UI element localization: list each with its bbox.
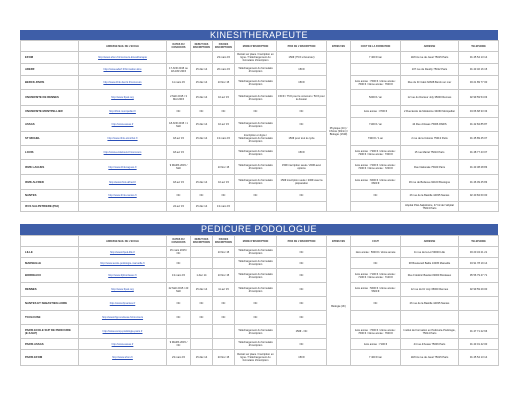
registration-mode: Téléchargement du formulaire d'inscription — [235, 269, 277, 283]
registration-start — [191, 146, 213, 160]
registration-mode: Téléchargement du formulaire d'inscription — [235, 339, 277, 350]
address: Hôpital Pitié-Salpêtrière, 47 bd de l'Hôpital 75013 Paris — [401, 202, 459, 212]
column-header: TELEPHONE — [459, 41, 499, 52]
registration-start: 15 déc 14 — [191, 283, 213, 297]
training-cost: NC — [351, 258, 401, 269]
school-link[interactable]: http://www.ecolelouis.fr/concours — [79, 146, 167, 160]
registration-mode: Téléchargement du formulaire d'inscription — [235, 325, 277, 339]
column-header: FIN DES INSCRIPTIONS — [213, 41, 235, 52]
school-link[interactable]: http://www.aderf.fr/formation-kine — [79, 64, 167, 76]
school-link[interactable]: http://www.ifpbordeaux.fr — [79, 269, 167, 283]
registration-mode: NC — [235, 311, 277, 325]
school-name: ADERF — [21, 64, 79, 76]
exam-subjects: Biologie (3h) — [327, 247, 351, 366]
exam-date: 15 mars 2015 / NC — [167, 247, 191, 258]
address: 2 Rue Ecole de Médecine 34060 Montpellier — [401, 106, 459, 118]
school-name: PARIS ASSAS — [21, 339, 79, 350]
registration-start — [191, 325, 213, 339]
registration-fee: 150 € / 75 € pour le concours / 50 € pour le dossier — [277, 90, 327, 106]
column-header — [21, 41, 79, 52]
registration-start: 15 déc 14 — [191, 64, 213, 76]
table-row — [21, 146, 499, 160]
school-link[interactable]: http://www.ifpp-toulouse.fr/concours — [79, 311, 167, 325]
column-header: PRIX DE L'INSCRIPTION — [277, 41, 327, 52]
registration-end: 10 avr 15 — [213, 90, 235, 106]
table-row — [21, 247, 499, 258]
registration-end: 13 févr 15 — [213, 76, 235, 90]
column-header: DEBUT DES INSCRIPTIONS — [191, 41, 213, 52]
table-row — [21, 269, 499, 283]
registration-end: NC — [213, 190, 235, 202]
table-row — [21, 175, 499, 190]
registration-start: NC — [191, 106, 213, 118]
school-name: RENNES — [21, 283, 79, 297]
phone — [459, 202, 499, 212]
registration-start: NC — [191, 190, 213, 202]
exam-date: 18 avr 15 — [167, 175, 191, 190]
school-name: IFCS SALPETRIERE (PHI) — [21, 202, 79, 212]
training-cost: 1ère année : 7300 € / 2ème année : 7300 € / 3ème année : 7300 € — [351, 146, 401, 160]
registration-fee: NC — [277, 258, 327, 269]
exam-date: 9 MARS 2015 / NC — [167, 339, 191, 350]
training-cost: 1ère année : 7100 € / 2ème année : 7100 € / 3ème année : 7100 € — [351, 269, 401, 283]
registration-fee: NC — [277, 190, 327, 202]
registration-start — [191, 52, 213, 64]
school-link[interactable]: http://www.ifmk-nantes.fr — [79, 190, 167, 202]
registration-fee: 150 € — [277, 146, 327, 160]
address: Rue du Dr Calot 62608 Berck sur mer — [401, 76, 459, 90]
school-name: UNIVERSITE DE RENNES — [21, 90, 79, 106]
table-row — [21, 106, 499, 118]
school-name: BERCK-PARIS — [21, 76, 79, 90]
school-name: MARSEILLE — [21, 258, 79, 269]
address: 36 rue de Bellevue 92100 Boulogne — [401, 175, 459, 190]
exam-subjects: Physique (1h) / Chimie (30min) / Biologie (1h30) — [327, 52, 351, 212]
school-name: IFMK LAGUES — [21, 160, 79, 175]
column-header: ADRESSE — [401, 236, 459, 247]
table-row — [21, 283, 499, 297]
kine-table — [20, 40, 499, 212]
address: 26 rue de la Bastille 44035 Nantes — [401, 190, 459, 202]
registration-fee: NC — [277, 311, 327, 325]
training-cost — [351, 311, 401, 325]
school-link[interactable]: http://www.ifmk-stmichel.fr — [79, 132, 167, 146]
training-cost: 5200 € / an — [351, 90, 401, 106]
exam-date: NC — [167, 190, 191, 202]
school-name: LOUIS — [21, 146, 79, 160]
registration-end: 13 mars 15 — [213, 202, 235, 212]
column-header: TELEPHONE — [459, 236, 499, 247]
school-name: ST MICHEL — [21, 132, 79, 146]
training-cost — [351, 64, 401, 76]
school-link[interactable]: http://www.ifmk-lagues.fr — [79, 160, 167, 175]
school-link[interactable]: http://www.ifmk-berck.fr/concours — [79, 76, 167, 90]
registration-end: NC — [213, 311, 235, 325]
registration-start: NC — [191, 311, 213, 325]
school-link[interactable]: http://www.ifpek.org — [79, 283, 167, 297]
exam-date: NC — [167, 106, 191, 118]
table-row — [21, 160, 499, 175]
school-link[interactable]: http://www.ifpek-lille.fr — [79, 247, 167, 258]
table-row — [21, 64, 499, 76]
address: 44 Rue d'Assas 75006 PARIS — [401, 118, 459, 132]
registration-mode: Téléchargement du formulaire d'inscription — [235, 118, 277, 132]
address: 15 rue Martel 75010 Paris — [401, 146, 459, 160]
registration-end: 23 févr 15 — [213, 350, 235, 366]
registration-end: 10 avr 15 — [213, 175, 235, 190]
table-row — [21, 132, 499, 146]
school-name: NANTES ET SEBASTIEN-LOIRE — [21, 297, 79, 311]
table-row — [21, 190, 499, 202]
registration-start: 1 déc 14 — [191, 269, 213, 283]
column-header: DEBUT DES INSCRIPTIONS — [191, 236, 213, 247]
column-header: EPREUVES — [327, 41, 351, 52]
exam-date: 13 mars 15 — [167, 269, 191, 283]
registration-fee: 150€ (75 € si boursier) — [277, 52, 327, 64]
exam-date: 22 MAI 2015 / 23 MAI — [167, 283, 191, 297]
registration-mode: Retrait sur place / Inscription en ligne / Téléchargement du formulaire d'inscription — [235, 52, 277, 64]
registration-end: 13 févr 15 — [213, 247, 235, 258]
registration-mode: Téléchargement du formulaire d'inscription — [235, 283, 277, 297]
column-header: MODE D'INSCRIPTION — [235, 236, 277, 247]
registration-fee: NC — [277, 297, 327, 311]
training-cost: NC — [351, 190, 401, 202]
registration-end: 23 mars 15 — [213, 52, 235, 64]
address: 12 rue du Docteur Joly 35000 Rennes — [401, 90, 459, 106]
table-row — [21, 118, 499, 132]
phone: 04 91 78 19 14 — [459, 258, 499, 269]
phone — [459, 311, 499, 325]
exam-date: NC — [167, 311, 191, 325]
training-cost: 1ère année : 5600 € / 2ème année : 5600 € — [351, 283, 401, 297]
address: Rue Frédéric Bastiat 33000 Bordeaux — [401, 269, 459, 283]
column-header: PRIX DE L'INSCRIPTION — [277, 236, 327, 247]
registration-mode: Inscription en ligne / Téléchargement du formulaire d'inscription — [235, 132, 277, 146]
school-link[interactable]: http://www.efom.fr — [79, 350, 167, 366]
address: 44 rue d'Assas 75006 Paris — [401, 339, 459, 350]
school-link[interactable]: http://www.esmp-podologie-paris.fr — [79, 325, 167, 339]
table-row — [21, 258, 499, 269]
registration-mode: NC — [235, 190, 277, 202]
registration-end: 13 févr 15 — [213, 269, 235, 283]
phone: 02 99 59 29 00 — [459, 283, 499, 297]
column-header: ADRESSE MAIL DE L'ECOLE — [79, 41, 167, 52]
registration-fee: 150€ - NC — [277, 325, 327, 339]
exam-date: 18 avr 15 — [167, 146, 191, 160]
school-name: EFOM — [21, 52, 79, 64]
address: Institut de Formation en Pédicurie-Podologie, 75014 Paris — [401, 325, 459, 339]
registration-mode: NC — [235, 106, 277, 118]
exam-date: 2 MAI 2015 / 3 MAI 2015 — [167, 90, 191, 106]
school-name: IFMK ALFRED — [21, 175, 79, 190]
registration-fee: 150 € — [277, 76, 327, 90]
section-title-kine: KINESITHERAPEUTE — [20, 30, 498, 40]
registration-fee: NC — [277, 283, 327, 297]
training-cost: 1ère année : 7200 € / 2ème année : 7200 € / 3ème année : 7200 € — [351, 160, 401, 175]
registration-mode: Téléchargement du formulaire d'inscription — [235, 258, 277, 269]
training-cost — [351, 202, 401, 212]
registration-mode: NC — [235, 297, 277, 311]
table-row — [21, 311, 499, 325]
registration-start — [191, 247, 213, 258]
pedi-table — [20, 235, 499, 366]
training-cost: 7100 € / an — [351, 118, 401, 132]
phone: 05 56 79 47 71 — [459, 269, 499, 283]
registration-start: 15 déc 14 — [191, 76, 213, 90]
table-row — [21, 52, 499, 64]
registration-start: 15 déc 14 — [191, 132, 213, 146]
school-name: ASSAS — [21, 118, 79, 132]
phone: 03 21 89 77 00 — [459, 76, 499, 90]
school-link[interactable]: http://www.assas.fr — [79, 118, 167, 132]
phone: 01 45 54 13 14 — [459, 52, 499, 64]
exam-date: 18 AVR 2015 / 1 MAI — [167, 118, 191, 132]
registration-start: NC — [191, 297, 213, 311]
exam-date: NC — [167, 297, 191, 311]
exam-date: 17 AVR 2015 ou 18 AVR 2015 — [167, 64, 191, 76]
registration-end: NC — [213, 297, 235, 311]
training-cost: 7 400 € /an — [351, 350, 401, 366]
header-row — [21, 236, 499, 247]
phone: 01 45 54 13 14 — [459, 350, 499, 366]
exam-date: 24 avr 15 — [167, 202, 191, 212]
registration-end: NC — [213, 106, 235, 118]
registration-mode: Téléchargement du formulaire d'inscription — [235, 247, 277, 258]
column-header: COUT DE LA FORMATION — [351, 41, 401, 52]
registration-start: 15 déc 14 — [191, 118, 213, 132]
training-cost: 1ère année : 7100 € — [351, 339, 401, 350]
phone: 04 66 68 33 33 — [459, 106, 499, 118]
column-header: MODE D'INSCRIPTION — [235, 41, 277, 52]
registration-mode: Téléchargement du formulaire d'inscription — [235, 175, 277, 190]
address: 107 rue de Reuilly 75012 Paris — [401, 64, 459, 76]
registration-start: 15 déc 14 — [191, 202, 213, 212]
school-name: NANTES — [21, 190, 79, 202]
registration-end: 10 avr 15 — [213, 118, 235, 132]
training-cost: 1ère année : 3700 € — [351, 106, 401, 118]
exam-date — [167, 325, 191, 339]
registration-mode: Téléchargement du formulaire d'inscription — [235, 90, 277, 106]
address: 11 rue de la Loi 59000 Lille — [401, 247, 459, 258]
phone — [459, 297, 499, 311]
registration-fee: NC — [277, 339, 327, 350]
address: 2 rue de la Colonie 75013 Paris — [401, 132, 459, 146]
training-cost: 1ère année : 7600 € / 2ème année : 7600 € / 3ème année : 7600 € — [351, 76, 401, 90]
registration-end: 20 mars 15 — [213, 64, 235, 76]
phone: 01 46 09 45 83 — [459, 175, 499, 190]
registration-start: 15 déc 14 — [191, 175, 213, 190]
table-row — [21, 297, 499, 311]
phone: 01 43 38 28 83 — [459, 160, 499, 175]
registration-start: 15 déc 14 — [191, 90, 213, 106]
registration-fee: NC — [277, 118, 327, 132]
table-row — [21, 339, 499, 350]
registration-fee: 150 € — [277, 350, 327, 366]
column-header: COUT — [351, 236, 401, 247]
registration-fee — [277, 202, 327, 212]
phone: 01 43 46 16 15 — [459, 64, 499, 76]
training-cost: 7 400 € /an — [351, 52, 401, 64]
phone: 01 43 01 42 00 — [459, 339, 499, 350]
training-cost: 1ère année : 5600 € / 2ème année — [351, 247, 401, 258]
column-header — [21, 236, 79, 247]
registration-fee: 150 € — [277, 64, 327, 76]
table-row — [21, 76, 499, 90]
exam-date — [167, 52, 191, 64]
school-name: PARIS EFOM — [21, 350, 79, 366]
registration-end: 11 avr 15 — [213, 283, 235, 297]
table-row — [21, 202, 499, 212]
registration-end: 13 mars 15 — [213, 132, 235, 146]
address: 26 rue de la Bastille 44035 Nantes — [401, 297, 459, 311]
registration-fee: NC — [277, 106, 327, 118]
registration-start — [191, 339, 213, 350]
school-name: LILLE — [21, 247, 79, 258]
table-row — [21, 350, 499, 366]
school-name: TOULOUSE — [21, 311, 79, 325]
address: 12 rue du Dr Joly 35000 Rennes — [401, 283, 459, 297]
address: Rue Nationale 75020 Paris — [401, 160, 459, 175]
address: 118 bis rue de Javel 75015 Paris — [401, 52, 459, 64]
registration-end — [213, 258, 235, 269]
training-cost: 7300 € / 1 an — [351, 132, 401, 146]
registration-fee: NC — [277, 269, 327, 283]
table-row — [21, 90, 499, 106]
school-link[interactable] — [79, 202, 167, 212]
phone: 02 40 84 60 00 — [459, 190, 499, 202]
registration-mode: Téléchargement du formulaire d'inscription — [235, 76, 277, 90]
registration-fee: 150€ pour tout le cycle — [277, 132, 327, 146]
exam-date: NC — [167, 258, 191, 269]
school-name: PARIS ECOLE SUP DE PEDICURIE (E.S.M.P) — [21, 325, 79, 339]
column-header: DATES DU CONCOURS — [167, 41, 191, 52]
registration-end — [213, 339, 235, 350]
registration-start: 15 déc 14 — [191, 350, 213, 366]
school-link[interactable]: http://www.efom.fr/concours-kinesitherapie — [79, 52, 167, 64]
phone: 03 20 34 21 21 — [459, 247, 499, 258]
school-name: BORDEAUX — [21, 269, 79, 283]
school-link[interactable]: http://www.assas.fr — [79, 339, 167, 350]
registration-start — [191, 258, 213, 269]
school-link[interactable]: http://www.ifpek.org — [79, 90, 167, 106]
phone: 01 48 77 43 07 — [459, 146, 499, 160]
registration-mode: Retrait sur place / Inscription en ligne / Téléchargement du formulaire d'inscription — [235, 350, 277, 366]
exam-date: 23 mars 15 — [167, 350, 191, 366]
address — [401, 311, 459, 325]
phone: 02 99 59 54 03 — [459, 90, 499, 106]
training-cost: NC — [351, 297, 401, 311]
phone: 01 47 71 22 66 — [459, 325, 499, 339]
registration-mode — [235, 202, 277, 212]
registration-end — [213, 146, 235, 160]
registration-end: 13 févr 15 — [213, 160, 235, 175]
column-header: FIN DES INSCRIPTIONS — [213, 236, 235, 247]
registration-start — [191, 160, 213, 175]
phone: 01 42 84 85 87 — [459, 118, 499, 132]
address: 118 bis rue de Javel 75015 Paris — [401, 350, 459, 366]
registration-fee: NC — [277, 247, 327, 258]
section-title-pedi: PEDICURE PODOLOGUE — [20, 224, 498, 235]
registration-end — [213, 325, 235, 339]
registration-fee: 150€ inscription seule / 200€ avec options — [277, 160, 327, 175]
table-row — [21, 325, 499, 339]
column-header: ADRESSE — [401, 41, 459, 52]
exam-date: 9 MARS 2015 / MAI — [167, 160, 191, 175]
column-header: EPREUVES — [327, 236, 351, 247]
address: 38 Boulevard Baille 13005 Marseille — [401, 258, 459, 269]
column-header: DATES DU CONCOURS — [167, 236, 191, 247]
training-cost: 1ère année : 7600 € / 2ème année : 7600 € / 3ème année : 7600 € — [351, 325, 401, 339]
training-cost: 1ère année : 6600 € / 2ème année : 6600 € — [351, 175, 401, 190]
school-link[interactable]: http://www.ifpnantes.fr — [79, 297, 167, 311]
header-row — [21, 41, 499, 52]
phone: 01 45 89 45 07 — [459, 132, 499, 146]
registration-mode: Téléchargement du formulaire d'inscription — [235, 160, 277, 175]
column-header: ADRESSE MAIL DE L'ECOLE — [79, 236, 167, 247]
school-link[interactable]: http://ifmk.montpellier.fr — [79, 106, 167, 118]
school-link[interactable]: http://www.ifmk-alfred.fr — [79, 175, 167, 190]
registration-mode: Téléchargement du formulaire d'inscription — [235, 64, 277, 76]
exam-date: 11 mars 15 — [167, 76, 191, 90]
registration-mode: Téléchargement du formulaire d'inscription — [235, 146, 277, 160]
school-name: UNIVERSITE MONTPELLIER — [21, 106, 79, 118]
registration-fee: 150€ inscription seule / 200€ avec la préparation — [277, 175, 327, 190]
school-link[interactable]: http://www.ecole-podologie-marseille.fr — [79, 258, 167, 269]
exam-date: 18 avr 15 — [167, 132, 191, 146]
